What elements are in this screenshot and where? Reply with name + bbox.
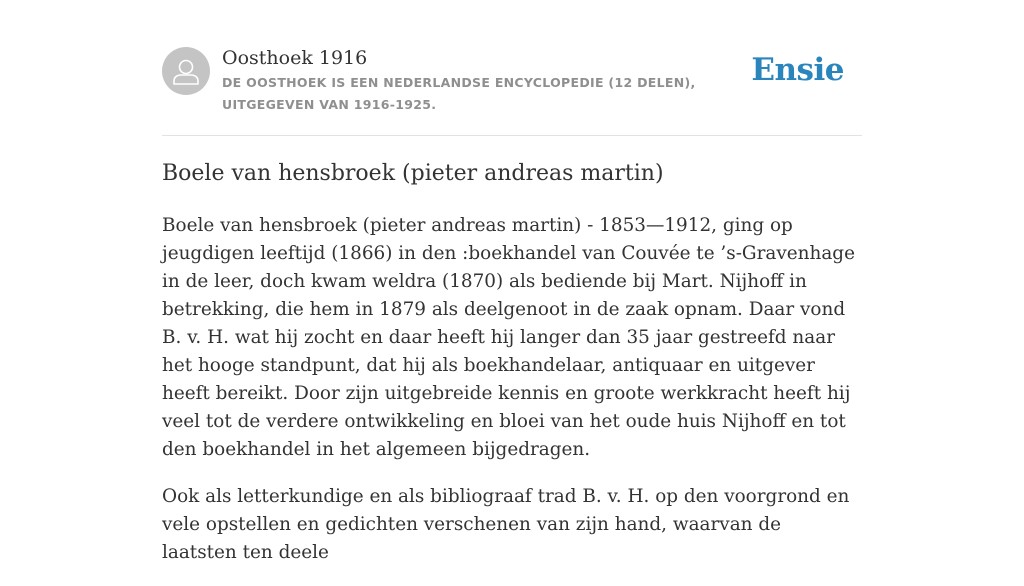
article-body bbox=[162, 212, 858, 586]
article-paragraph: Ook als letterkundige en als bibliograaf trad B. v. H. op den voorgrond en vele opstellen en gedichten verschenen van zijn hand, waarvan de laatsten ten deele bbox=[162, 486, 850, 563]
user-icon bbox=[162, 47, 210, 95]
avatar[interactable] bbox=[162, 47, 210, 95]
source-description: DE OOSTHOEK IS EEN NEDERLANDSE ENCYCLOPEDIE (12 DELEN), UITGEGEVEN VAN 1916-1925. bbox=[222, 75, 696, 112]
article-title: Boele van hensbroek (pieter andreas martin) bbox=[162, 161, 664, 186]
source-title[interactable]: Oosthoek 1916 bbox=[222, 47, 368, 69]
source-header bbox=[162, 46, 862, 116]
brand-logo[interactable]: Ensie bbox=[751, 52, 844, 88]
divider bbox=[162, 135, 862, 136]
article-paragraph: Boele van hensbroek (pieter andreas martin) - 1853—1912, ging op jeugdigen leeftijd (1866) in den :boekhandel van Couvée te ’s-Gravenhage in de leer, doch kwam weldra (1870) als bediende bij Mart. Nijhoff in betrekking, die hem in 1879 als deelgenoot in de zaak opnam. Daar vond B. v. H. wat hij zocht en daar heeft hij langer dan 35 jaar gestreefd naar het hooge standpunt, dat hij als boekhandelaar, antiquaar en uitgever heeft bereikt. Door zijn uitgebreide kennis en groote werkkracht heeft hij veel tot de verdere ontwikkeling en bloei van het oude huis Nijhoff en tot den boekhandel in het algemeen bijgedragen. bbox=[162, 215, 855, 460]
